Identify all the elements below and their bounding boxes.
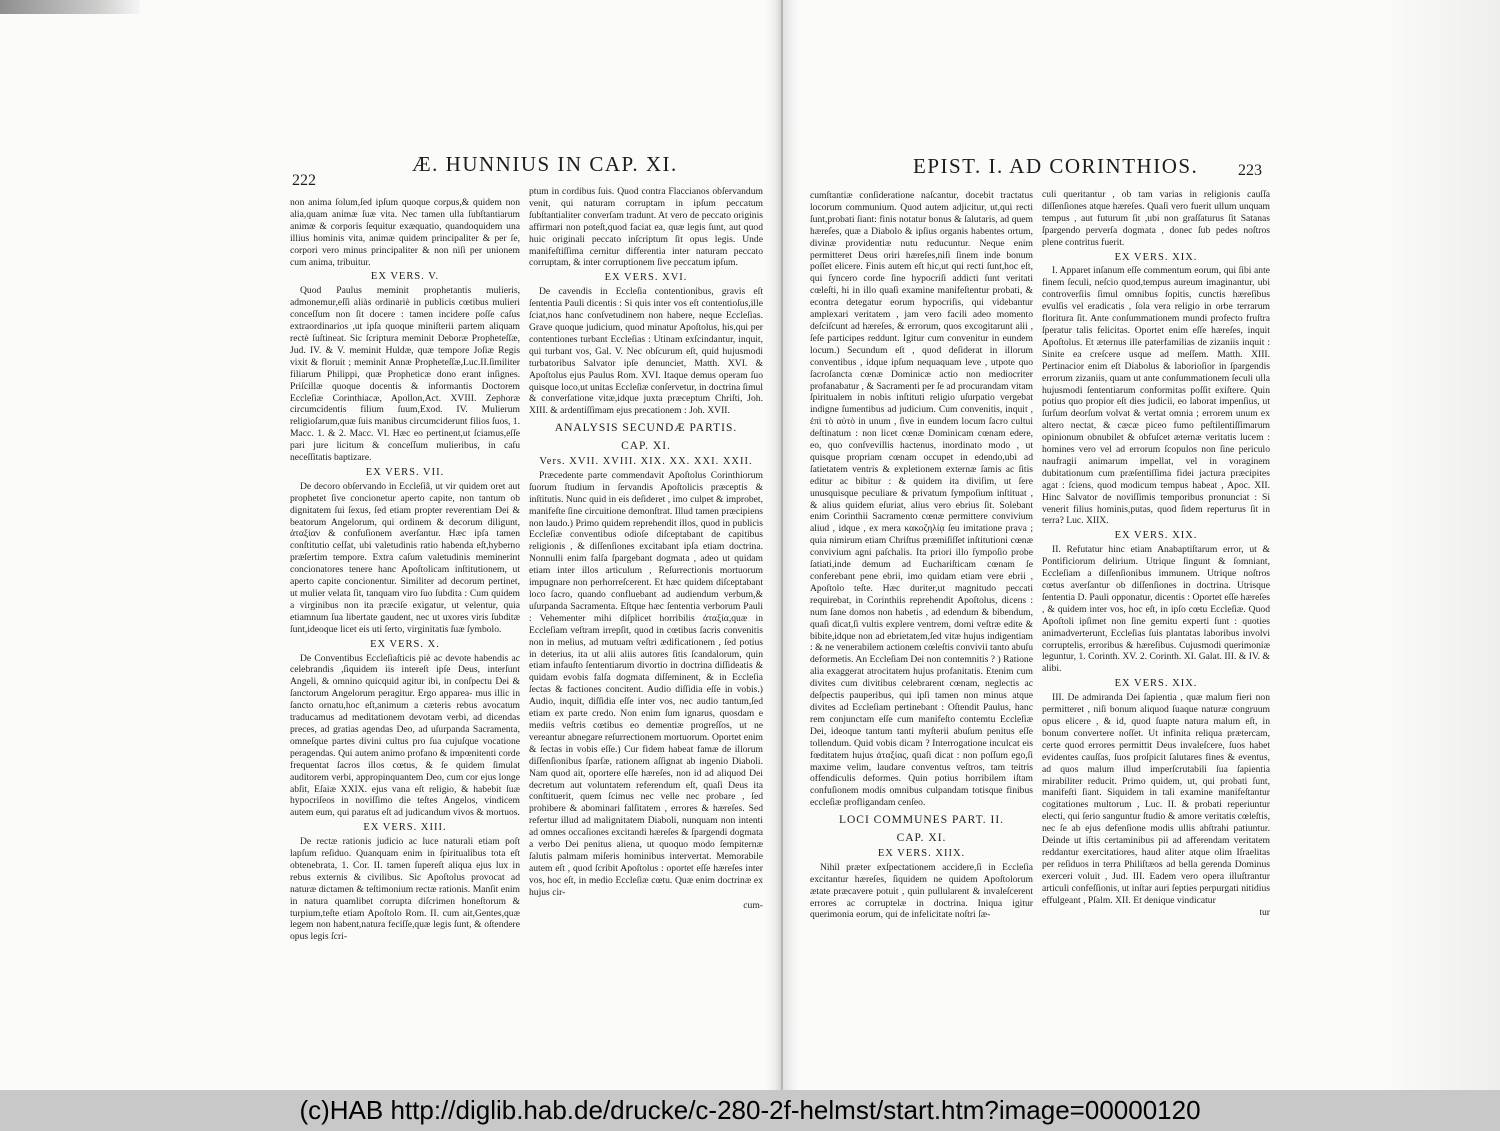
section-heading: EX VERS. XIII. <box>363 822 447 834</box>
section-heading: EX VERS. X. <box>370 638 440 650</box>
part-heading: ANALYSIS SECUNDÆ PARTIS. <box>554 422 738 435</box>
left-page-number: 222 <box>292 172 316 189</box>
copyright-footer <box>0 1090 1500 1131</box>
part-heading: CAP. XI. <box>896 832 947 845</box>
paragraph: culi queritantur , ob tam varias in religionis cauſſa diſſenſiones atque hæreſes. Quaſi vero fuerit ullum unquam tempus , aut futurum ſit ,ubi non graſſaturus ſit Satanas ſpargendo perverſa dogmata , donec ſub pedes noſtros plene contritus fuerit. <box>1042 189 1270 248</box>
right-page-column-1 <box>810 190 1033 1002</box>
copyright-url-text: (c)HAB http://diglib.hab.de/drucke/c-280-2f-helmst/start.htm?image=00000120 <box>299 1095 1201 1125</box>
paragraph: Nihil præter exſpectationem accidere,ſi in Eccleſia excitantur hæreſes, ſiquidem ne quidem Apoſtolorum ætate præcavere potuit , quin pullularent & invaleſcerent errores ac corruptelæ in doctrina. Iniqua igitur querimonia eorum, qui de infelicitate noſtri ſæ- <box>810 861 1033 921</box>
section-heading: EX VERS. V. <box>370 271 440 283</box>
left-running-head: Æ. HUNNIUS IN CAP. XI. <box>412 152 678 176</box>
paragraph: De Conventibus Eccleſiaſticis piè ac devote habendis ac celebrandis ,ſiquidem iis intereſt ipſe Deus, interſunt Angeli, & omnino quicquid agitur ibi, in conſpectu Dei & ſanctorum Angelorum peragitur. Ergo apparea- mus illic in ſancto ornatu,hoc eſt,animum a cæteris rebus avocatum traducamus ad meditationem devotam verbi, ad dicendas preces, ad gratias agendas Deo, ad uſurpanda Sacramenta, omneſque partes divini cultus pro ſua cujuſque vocatione peragendas. Qui autem animo profano & impœnitenti corde frequentat ſacros illos cœtus, & ſe quidem ſimulat auditorem verbi, appropinquantem Deo, cum cor ejus longe abſit, Eſaiæ XXIX. ejus vana eſt religio, & habebit ſuæ hypocriſeos in noviſſimo die teſtes Angelos, vindicem autem eum, qui paratus eſt ad judicandum vivos & mortuos. <box>290 652 520 819</box>
scan-corner-shadow <box>0 0 140 14</box>
left-page-column-2 <box>529 186 763 1004</box>
paragraph: De rectæ rationis judicio ac luce naturali etiam poſt lapſum reſiduo. Quanquam enim in ſpiritualibus tota eſt obtenebrata, 1. Cor. II. tamen ſupereſt aliqua ejus lux in rebus externis & civilibus. Sic Apoſtolus provocat ad naturæ dictamen & teſtimonium rectæ rationis. Manſit enim in natura quamlibet corrupta diſcrimen honeſtorum & turpium,teſte etiam Apoſtolo Rom. II. cum ait,Gentes,quæ legem non habent,natura feciſſe,quæ legis ſunt, & oſtendere opus legis ſcri- <box>290 836 520 943</box>
paragraph: I. Apparet inſanum eſſe commentum eorum, qui ſibi ante finem ſeculi, neſcio quod,tempus aureum imaginantur, ubi controverſiis ſimul omnibus ſopitis, cunctis hæreſibus evulſis vel eradicatis , ſola vera religio in orbe terrarum floritura ſit. Ante conſummationem mundi profecto fruſtra ſperatur talis felicitas. Oportet enim eſſe hæreſes, inquit Apoſtolus. Et æternus ille paterfamilias de zizaniis inquit : Sinite ea creſcere usque ad meſſem. Matth. XIII. Pertinacior enim eſt Diabolus & laborioſior in ſpargendis errorum zizaniis, quam ut ante conſummationem ſeculi ulla hujusmodi ſententiarum conformitas poſſit exiſtere. Quin potius quo propior eſt dies judicii, eo laborat impenſius, ut ſurſum deorſum volvat & vertat omnia ; errorem unum ex altero nectat, & cæcæ piceo fumo peſtilentiſſimarum opinionum obnubilet & obfuſcet æternæ veritatis lucem : homines vero vel ad errorum ſcopulos non ſine periculo naufragii animarum impellat, vel in voraginem dubitationum cum præſentiſſima fidei jactura præcipites agat : ſciens, quod modicum tempus habeat , Apoc. XII. Hinc Salvator de noviſſimis temporibus pronunciat : Si venerit filius hominis,putas, quod ſidem reperturus ſit in terra? Luc. XIIX. <box>1042 265 1270 527</box>
right-running-head: EPIST. I. AD CORINTHIOS. <box>913 154 1199 178</box>
part-heading: CAP. XI. <box>621 440 671 453</box>
catchword: tur <box>1259 907 1270 919</box>
catchword: cum- <box>743 899 763 911</box>
section-heading: EX VERS. XIX. <box>1114 530 1198 542</box>
section-heading: Vers. XVII. XVIII. XIX. XX. XXI. XXII. <box>539 456 753 468</box>
right-page-number: 223 <box>1238 162 1262 179</box>
section-heading: EX VERS. VII. <box>365 466 445 478</box>
gutter-fold-line <box>781 0 783 1090</box>
paragraph: De cavendis in Eccleſia contentionibus, gravis eſt ſententia Pauli dicentis : Si quis inter vos eſt contentioſus,ille ſciat,nos hanc conſvetudinem non habere, neque Eccleſias. Grave quoque judicium, quod minatur Apoſtolus, his,qui per contentiones turbant Eccleſias : Utinam exſcindantur, inquit, qui turbant vos, Gal. V. Nec obſcurum eſt, quid hujusmodi turbatoribus Salvator ipſe denunciet, Matth. XVI. & Apoſtolus ejus Paulus Rom. XVI. Itaque demus operam ſuo quisque loco,ut unitas Eccleſiæ conſervetur, in doctrina ſimul & converſatione vitæ,idque juxta præceptum Chriſti, Joh. XIII. & ardentiſſimam ejus precationem : Joh. XVII. <box>529 286 763 417</box>
section-heading: EX VERS. XIX. <box>1114 678 1198 690</box>
paragraph: II. Refutatur hinc etiam Anabaptiſtarum error, ut & Pontificiorum delirium. Utrique ſingunt & ſomniant, Eccleſiam a diſſenſionibus immunem. Utrique noſtros cœtus averſantur ob diſſenſiones in doctrina. Utrisque ſententia D. Pauli opponatur, dicentis : Oportet eſſe hæreſes , & quidem inter vos, hoc eſt, in ipſo cœtu Eccleſiæ. Quod Apoſtoli ipſimet non ſine gemitu experti ſunt : quoties animadverterunt, Eccleſias ſuis plantatas laboribus involvi corruptelis, erroribus & hæreſibus. Cujusmodi querimoniæ leguntur, 1. Corinth. XV. 2. Corinth. XI. Galat. III. & IV. & alibi. <box>1042 544 1270 675</box>
paragraph: non anima ſolum,ſed ipſum quoque corpus,& quidem non alia,quam animæ ſuæ vita. Nec tamen ulla ſubſtantiarum animæ & corporis ſequitur exæquatio, quandoquidem una illius hominis vita, animæ quidem principaliter & per ſe, corpori vero minus principaliter & non niſi per unionem cum anima, tribuitur. <box>290 197 520 268</box>
paragraph: cumſtantiæ conſideratione naſcantur, docebit tractatus locorum communium. Quod autem adjicitur, ut,qui recti ſunt,probati ſiant: finis notatur bonus & ſalutaris, ad quem hæreſes, quæ a Diabolo & ipſius organis habentes ortum, divinæ providentiæ nutu reducuntur. Neque enim permitteret Deus oriri hæreſes,niſi ſinem inde bonum poſſet elicere. Finis autem eſt hic,ut qui recti ſunt,hoc eſt, qui ſyncero corde ſine hypocriſi addicti ſunt veritati cœleſti, hi in illo quaſi examine manifeſtentur probati, & econtra detegatur eorum hypocriſis, qui videbantur amplexari veritatem , jam vero facili adeo momento deſciſcunt ad hæreſes, & errorum, quos excogitarunt alii , ſeſe participes reddunt. Igitur cum convenitur in eundem locum.) Secundum eſt , quod deſiderat in illorum conventibus , idque ipſum nequaquam leve , utpote quo ſacroſancta cœnæ Dominicæ actio non mediocriter profanabatur , & Sacramenti per ſe ad procurandam vitam ſpiritualem in nobis inſtituti religio uſurpatio vergebat indigne ſumentibus ad judicium. Cum convenitis, inquit , ἐπὶ τὸ αὐτὸ in unum , ſive in eundem locum ſacro cultui deſtinatum : non licet cœnæ Dominicam cœnam edere, eo, quo conſvevillis hactenus, inordinato modo , ut quisque propriam cœnam occupet in edendo,ubi ad ſatietatem ventris & expletionem externæ ſamis ac ſitis editur ac bibitur : & quidem ita diviſim, ut ſere unusquisque peculiare & privatum ſympoſium inſtituat , & alius quidem eſuriat, alius vero ebrius ſit. Solebant enim Corinthii Sacramento cœnæ permittere convivium aliud , idque , ex mera κακοζηλίᾳ ſeu imitatione prava ; quia nimirum etiam Chriſtus præmiſiſſet inſtitutioni cœnæ convivium agni paſchalis. Ita priori illo ſympoſio probe ſatiati,inde demum ad Euchariſticam cœnam ſe conferebant pene ebrii, imo quidam etiam vere ebrii , Apoſtolo teſte. Hæc duriter,ut magnitudo peccati requirebat, in Corinthiis reprehendit Apoſtolus, dicens : num ſane domos non habetis , ad edendum & bibendum, quaſi dicat,ſi vultis explere ventrem, domi veſtræ edite & bibite,idque non ad ebrietatem,ſed vitæ hujus indigentiam : & ne venerabilem actionem cœleſtis convivii tanto abuſu deformetis. An Eccleſiam Dei non contemnitis ? ) Ratione alia exaggerat atrocitatem hujus profanitatis. Etenim cum divites cum divitibus celebrarent cœnam, neglectis ac deſpectis pauperibus, qui ipſi tamen non minus atque divites ad Eccleſiam pertinebant : Oſtendit Paulus, hanc rem conjunctam eſſe cum manifeſto contemtu Eccleſiæ Dei, ideoque tantum tanti myſterii abuſum penitus eſſe tollendum. Quid vobis dicam ? Interrogatione inculcat eis fœditatem hujus ἀταξίας, quaſi dicat : non poſſum ego,ſi maxime velim, laudare conventus veſtros, tam teitris offendiculis deformes. Quin potius horribilem iſtam confuſionem modis omnibus culpandam totisque finibus eccleſiæ profligandam cenſeo. <box>810 190 1033 809</box>
right-page-column-2 <box>1042 189 1270 1001</box>
paragraph: Præcedente parte commendavit Apoſtolus Corinthiorum ſuorum ſtudium in ſervandis Apoſtolicis præceptis & inſtitutis. Nunc quid in eis deſideret , imo culpet & improbet, manifeſte ſine circuitione demonſtrat. Illud tamen præcipiens non laudo.) Primo quidem reprehendit illos, quod in publicis Eccleſiæ conventibus odioſe diſceptabant de capitibus religionis , & diſſenſiones excitabant ipſa etiam doctrina. Nonnulli enim falſa ſpargebant dogmata , adeo ut quidam etiam inter illos articulum , Reſurrectionis mortuorum impugnare non perhorreſcerent. Et hæc quidem diſceptabant loco ſacro, quando confluebant ad audiendum verbum,& uſurpanda Sacramenta. Eſtque hæc ſententia verborum Pauli : Vehementer mihi diſplicet horribilis ἀταξία,quæ in Eccleſiam veſtram irrepſit, quod in cœtibus ſacris convenitis non in melius, ad mutuam veſtri ædificationem , ſed potius in deterius, ita ut alii aliis autores ſitis ſcandalorum, quin etiam infauſto ſententiarum divortio in doctrina diſſideatis & quidam evobis falſa dogmata diſſeminent, & in Eccleſia ſectas & factiones concitent. Audio diſſidia eſſe in vobis.) Audio, inquit, diſſidia eſſe inter vos, nec audio tantum,ſed etiam ex parte credo. Non enim ſum ignarus, quosdam e mediis veſtris cœtibus eo dementiæ progreſſos, ut ne vereantur abnegare reſurrectionem mortuorum. Oportet enim & ſectas in vobis eſſe.) Cur fidem habeat famæ de illorum diſſenſionibus ſparſæ, rationem aſſignat ab ingenio Diaboli. Nam quod ait, oportere eſſe hæreſes, non id ad aliquod Dei decretum aut voluntatem referendum eſt, quaſi Deus ita conſtituerit, quem ſcimus nec velle nec probare , ſed prohibere & abominari falſitatem , errores & hæreſes. Sed refertur illud ad malignitatem Diaboli, nunquam non intenti ad omnes occaſiones excitandi hæreſes & ſpargendi dogmata a verbo Dei penitus aliena, ut quoquo modo ſempiternæ ſalutis palmam miſeris hominibus intervertat. Memorabile autem eſt , quod ſcribit Apoſtolus : oportet eſſe hæreſes inter vos, hoc eſt, in medio Eccleſiæ cœtu. Quæ enim doctrinæ ex hujus cir- <box>529 469 763 898</box>
paragraph: ptum in cordibus ſuis. Quod contra Flaccianos obſervandum venit, qui naturam corruptam in ipſum peccatum ſubſtantialiter converſam tradunt. At vero de peccato originis affirmari non poteſt,quod faciat ea, quæ legis ſunt, aut quod huic originali peccato inſcriptum ſit opus legis. Unde manifeſtiſſima cernitur differentia inter naturam peccato corruptam, & inter corruptionem ſive peccatum ipſum. <box>529 186 763 269</box>
paragraph: Quod Paulus meminit prophetantis mulieris, admonemur,eſſi aliàs ordinariè in publicis cœtibus mulieri conceſſum non ſit docere : tamen incidere poſſe caſus extraordinarios ,ut ipſa quoque miniſterii partem aliquam rectè ſuſtineat. Sic ſcriptura meminit Deboræ Propheteſſæ, Jud. IV. & V. meminit Huldæ, quæ tempore Joſiæ Regis vixit & floruit ; meminit Annæ Propheteſſæ,Luc.II.ſimiliter filiarum Philippi, quæ Propheticæ dono erant inſignes. Priſcillæ quoque docentis & informantis Doctorem Eccleſiæ Corinthiacæ, Apollon,Act. XVIII. Zephoræ circumcidentis filium ſuum,Exod. IV. Mulierum religioſarum,quæ ſuis manibus circumciderunt filios ſuos, 1. Macc. 1. & 2. Macc. VI. Hæc eo pertinent,ut ſciamus,eſſe pari jure licitum & conceſſum mulieribus, in caſu neceſſitatis baptizare. <box>290 285 520 464</box>
left-page-column-1 <box>290 197 520 1002</box>
page-edge-shadow <box>1380 0 1500 1090</box>
part-heading: LOCI COMMUNES PART. II. <box>838 814 1005 827</box>
section-heading: EX VERS. XIIX. <box>877 847 966 859</box>
paragraph: De decoro obſervando in Eccleſiâ, ut vir quidem oret aut prophetet ſive concionetur aperto capite, non tantum ob dignitatem ſui ſexus, ſed etiam propter reverentiam Dei & beatorum Angelorum, qui ordinem & decorum diligunt, ἀταξίαν & confuſionem averſantur. Hæc ipſa tamen conſtitutio ceſſat, ubi valetudinis ratio habenda eſt,hyberno præſertim tempore. Extra caſum valetudinis meminerint concionatores tenere hanc Apoſtolicam inſtitutionem, ut aperto capite concionentur. Similiter ad decorum pertinet, ut mulier velata ſit, tanquam viro ſuo ſubdita : Cum quidem a virginibus non ita præciſe exigatur, ut velentur, quia etiamnum ſua libertate gaudent, nec ut uxores viris ſubditæ ſunt,ideoque licet eis uti ſerto, virginitatis ſuæ ſymbolo. <box>290 480 520 635</box>
section-heading: EX VERS. XIX. <box>1114 251 1198 263</box>
paragraph: III. De admiranda Dei ſapientia , quæ malum fieri non permitteret , niſi bonum aliquod ſuaque naturæ congruum opus elicere , & id, quod ſuapte natura malum eſt, in bonum convertere noſſet. Ut infinita reliqua prætercam, certe quod errores permittit Deus invaleſcere, ſuos habet evidentes cauſſas, ſuos proſpicit ſalutares fines & eventus, ad quos malum illud imperſcrutabili ſua ſapientia mirabiliter reducit. Primo quidem, ut, qui probati ſunt, manifeſti ſiant. Siquidem in tali examine manifeſtantur cogitationes multorum , Luc. II. & probati reperiuntur electi, qui ſerio sanguntur ſtudio & amore veritatis cœleſtis, nec ſe ab ejus defenſione modis ullis abſtrahi patiuntur. Deinde ut iſtis certaminibus pii ad afferendam veritatem reddantur exercitatiores, haud aliter atque olim Iſraelitas per reſiduos in terra Philiſtæos ad bella gerenda Dominus exerceri voluit , Jud. III. Eadem vero opera illuſtrantur articuli confeſſionis, ut inſtar auri ſepties perpurgati nitidius effulgeant , Pſalm. XII. Et denique vindicatur <box>1042 692 1270 906</box>
section-heading: EX VERS. XVI. <box>604 272 688 284</box>
